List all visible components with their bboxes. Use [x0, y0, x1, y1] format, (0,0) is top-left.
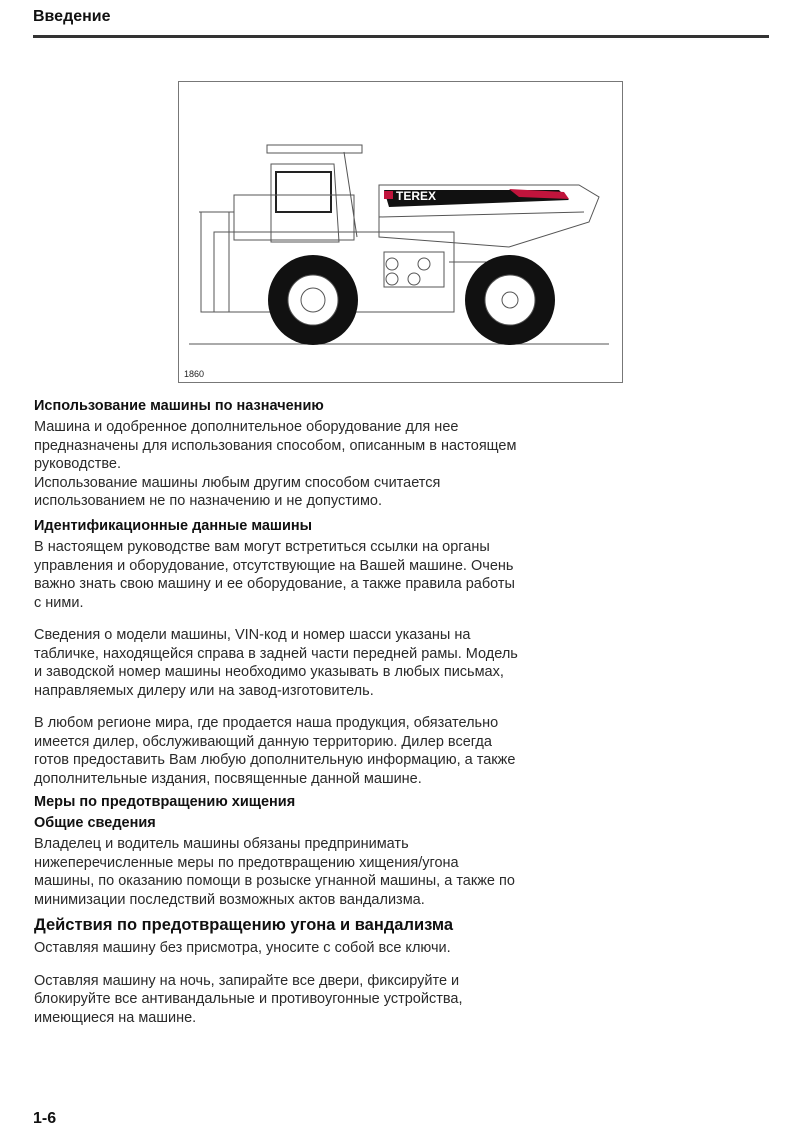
section-heading: Идентификационные данные машины	[34, 518, 313, 534]
text-line: направляемых дилеру или на завод-изготовитель.	[34, 682, 374, 699]
figure-number: 1860	[184, 369, 205, 379]
paragraph	[34, 972, 754, 1028]
text-line: Сведения о модели машины, VIN-код и номер шасси указаны на	[34, 627, 471, 643]
dump-truck-drawing	[179, 82, 622, 382]
header-rule	[33, 35, 769, 38]
rear-wheel	[465, 255, 555, 345]
text-line: имеется дилер, обслуживающий данную территорию. Дилер всегда	[34, 733, 492, 750]
text-line: дополнительные издания, посвященные данной машине.	[34, 770, 422, 787]
paragraph	[34, 939, 754, 958]
section-subheading: Общие сведения	[34, 815, 156, 831]
front-wheel	[268, 255, 358, 345]
section-heading: Действия по предотвращению угона и вандализма	[34, 916, 454, 934]
paragraph	[34, 626, 754, 700]
paragraph	[34, 835, 754, 909]
section-intended-use	[34, 396, 754, 511]
section-heading: Использование машины по назначению	[34, 398, 324, 414]
text-line: Использование машины любым другим способом считается	[34, 474, 441, 491]
text-line: использованием не по назначению и не допустимо.	[34, 493, 383, 509]
section-anti-vandalism	[34, 914, 754, 1027]
text-line: Оставляя машину без присмотра, уносите с собой все ключи.	[34, 940, 451, 956]
text-line: нижеперечисленные меры по предотвращению хищения/угона	[34, 854, 459, 871]
text-line: В любом регионе мира, где продается наша продукция, обязательно	[34, 715, 499, 731]
text-line: минимизации последствий возможных актов вандализма.	[34, 891, 425, 908]
text-line: руководстве.	[34, 456, 121, 472]
text-line: готов предоставить Вам любую дополнительную информацию, а также	[34, 752, 516, 768]
text-line: Владелец и водитель машины обязаны предпринимать	[34, 836, 409, 852]
text-line: имеющиеся на машине.	[34, 1009, 197, 1026]
text-line: В настоящем руководстве вам могут встретиться ссылки на органы	[34, 539, 490, 555]
text-line: Машина и одобренное дополнительное оборудование для нее	[34, 419, 459, 435]
page-header-title: Введение	[33, 8, 111, 25]
paragraph	[34, 714, 754, 788]
text-line: управления и оборудование, отсутствующие на Вашей машине. Очень	[34, 557, 514, 574]
text-line: важно знать свою машину и ее оборудование, а также правила работы	[34, 576, 515, 592]
text-line: с ними.	[34, 594, 84, 611]
text-line: табличке, находящейся справа в задней части передней рамы. Модель	[34, 645, 518, 662]
text-line: Оставляя машину на ночь, запирайте все двери, фиксируйте и	[34, 972, 460, 989]
page-number: 1-6	[33, 1110, 57, 1127]
section-heading: Меры по предотвращению хищения	[34, 794, 296, 810]
paragraph	[34, 538, 754, 612]
text-line: машины, по оказанию помощи в розыске угнанной машины, а также по	[34, 873, 515, 889]
svg-text:TEREX: TEREX	[396, 189, 437, 203]
text-line: и заводской номер машины необходимо указывать в любых письмах,	[34, 664, 504, 680]
paragraph	[34, 418, 754, 511]
text-line: предназначены для использования способом, описанным в настоящем	[34, 437, 517, 454]
section-identification	[34, 516, 754, 788]
section-theft-prevention	[34, 792, 754, 909]
truck-illustration	[178, 81, 623, 383]
text-line: блокируйте все антивандальные и противоугонные устройства,	[34, 991, 463, 1007]
